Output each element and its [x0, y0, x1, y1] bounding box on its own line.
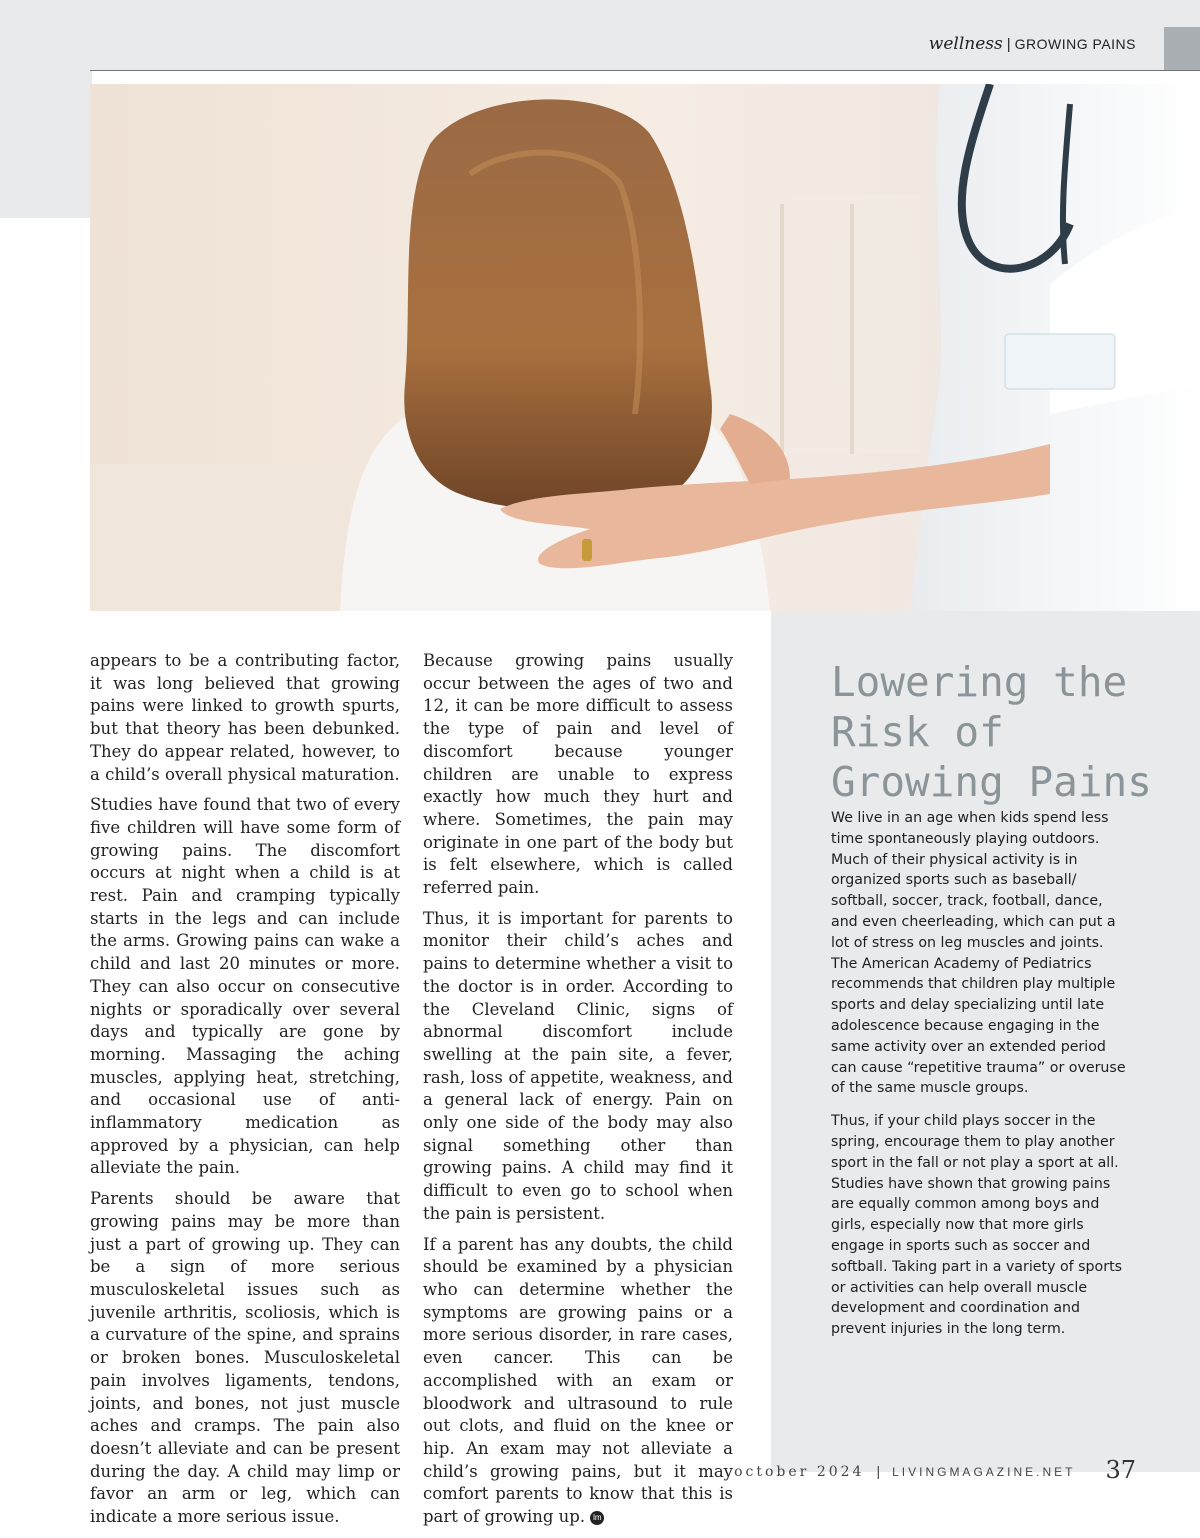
- corner-decor-block: [0, 0, 92, 218]
- page-footer: [734, 1456, 1136, 1484]
- photo-doctor-hand-on-girl-shoulder: [90, 84, 1200, 611]
- paragraph-last: [423, 1234, 733, 1529]
- footer-separator: |: [876, 1463, 881, 1479]
- header-topic: GROWING PAINS: [1014, 36, 1136, 52]
- end-mark-icon: lm: [590, 1511, 604, 1525]
- sidebar-body: [831, 808, 1131, 1352]
- paragraph: Parents should be aware that growing pains may be more than just a part of growing up. They can be a sign of more serious musculoskeletal issues such as juvenile arthritis, scoliosis, which is a curvature of the spine, and sprains or broken bones. Musculoskeletal pain involves ligaments, tendons, joints, and bones, not just muscle aches and cramps. The pain also doesn’t alleviate and can be present during the day. A child may limp or favor an arm or leg, which can indicate a more serious issue.: [90, 1189, 400, 1527]
- footer-issue-date: october 2024: [734, 1464, 865, 1480]
- running-header: [929, 34, 1136, 54]
- header-section: wellness: [928, 34, 1003, 54]
- paragraph: appears to be a contributing factor, it was long believed that growing pains were linked to growth spurts, but that theory has been debunked. They do appear related, however, to a child’s overall physical maturation.: [90, 651, 400, 784]
- footer-website: LIVINGMAGAZINE.NET: [892, 1465, 1076, 1479]
- header-separator: |: [1006, 36, 1011, 53]
- page-number: 37: [1105, 1456, 1136, 1484]
- hero-photo: [90, 84, 1200, 611]
- body-column-1: [90, 650, 400, 1537]
- paragraph: Studies have found that two of every five children will have some form of growing pains. The discomfort occurs at night when a child is at rest. Pain and cramping typically starts in the legs and can include the arms. Growing pains can wake a child and last 20 minutes or more. They can also occur on consecutive nights or sporadically over several days and typically are gone by morning. Massaging the aching muscles, applying heat, stretching, and occasional use of anti-inflammatory medication as approved by a physician, can help alleviate the pain.: [90, 795, 400, 1178]
- sidebar-paragraph: Thus, if your child plays soccer in the spring, encourage them to play another sport in the fall or not play a sport at all. Studies have shown that growing pains are equally common among boys and girls, especially now that more girls engage in sports such as soccer and softball. Taking part in a variety of sports or activities can help overall muscle development and coordination and prevent injuries in the long term.: [831, 1113, 1123, 1338]
- header-rule: [90, 70, 1200, 71]
- sidebar-paragraph: We live in an age when kids spend less time spontaneously playing outdoors. Much of their physical activity is in organized sports such as baseball/ softball, soccer, track, football, dance, and even cheerleading, which can put a lot of stress on leg muscles and joints. The American Academy of Pediatrics recommends that children play multiple sports and delay specializing until late adolescence because engaging in the same activity over an extended period can cause “repetitive trauma” or overuse of the same muscle groups.: [831, 810, 1126, 1097]
- paragraph: Thus, it is important for parents to monitor their child’s aches and pains to determine whether a visit to the doctor is in order. According to the Cleveland Clinic, signs of abnormal discomfort include swelling at the pain site, a fever, rash, loss of appetite, weakness, and a general lack of energy. Pain on only one side of the body may also signal something other than growing pains. A child may find it difficult to even go to school when the pain is persistent.: [423, 908, 733, 1223]
- sidebar-box: [771, 611, 1200, 1472]
- paragraph: Because growing pains usually occur between the ages of two and 12, it can be more difficult to assess the type of pain and level of discomfort because younger children are unable to express exactly how much they hurt and where. Sometimes, the pain may originate in one part of the body but is felt elsewhere, which is called referred pain.: [423, 651, 733, 898]
- sidebar-title: Lowering the Risk of Growing Pains: [831, 658, 1152, 806]
- paragraph-text: If a parent has any doubts, the child should be examined by a physician who can determine whether the symptoms are growing pains or a more serious disorder, in rare cases, even cancer. This can be accomplished with an exam or bloodwork and ultrasound to rule out clots, and fluid on the knee or hip. An exam may not alleviate a child’s growing pains, but it may comfort parents to know that this is part of growing up.: [423, 1234, 733, 1527]
- body-column-2: [423, 650, 733, 1537]
- header-tab-decor: [1164, 27, 1200, 70]
